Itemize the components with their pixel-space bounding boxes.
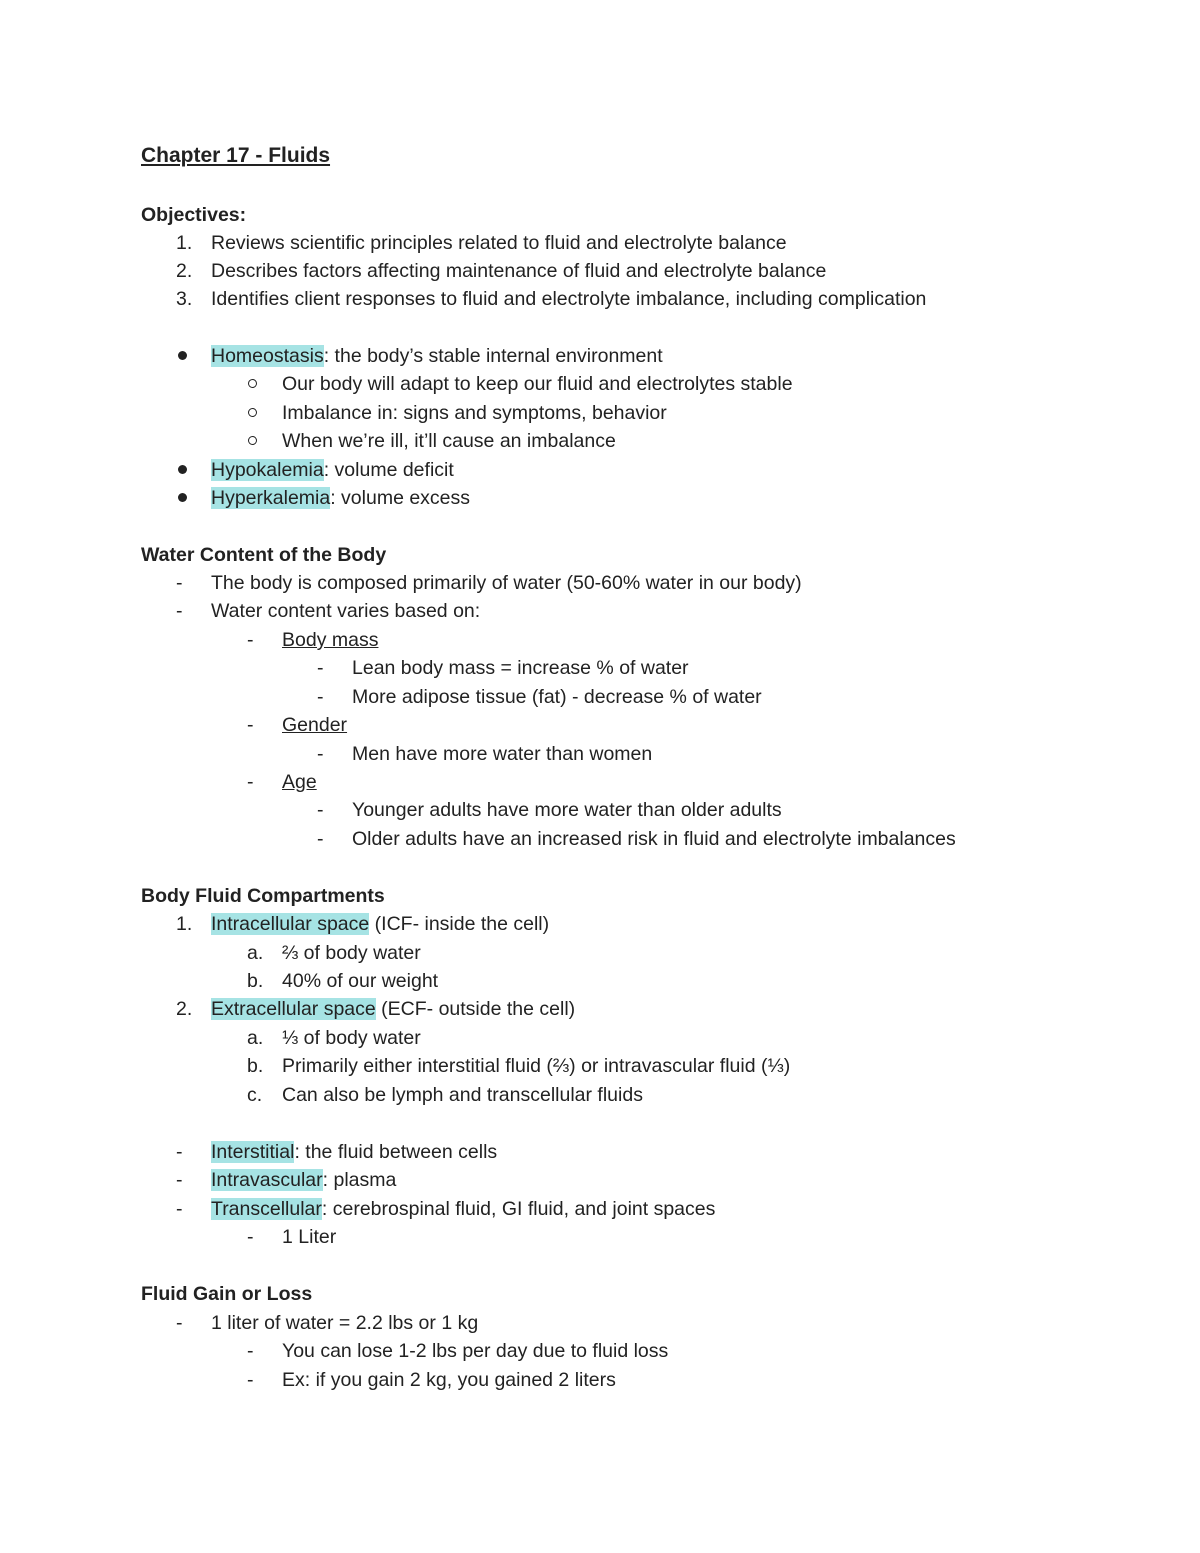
dash-marker: - [176,1169,183,1191]
list-item: Ex: if you gain 2 kg, you gained 2 liters [282,1369,616,1391]
list-item: Water content varies based on: [211,600,481,622]
list-item: 1 liter of water = 2.2 lbs or 1 kg [211,1312,479,1334]
dash-marker: - [317,657,324,679]
term-definition: (ECF- outside the cell) [375,998,576,1020]
sub-item: Imbalance in: signs and symptoms, behavior [282,402,667,424]
objective-item: Identifies client responses to fluid and electrolyte imbalance, including complication [211,288,927,310]
dash-marker: - [247,1226,254,1248]
term-highlight: Hyperkalemia [211,487,331,509]
sub-item: Our body will adapt to keep our fluid and electrolytes stable [282,373,793,395]
dash-marker: - [176,572,183,594]
list-item: More adipose tissue (fat) - decrease % of water [352,686,762,708]
section-heading-gain-loss: Fluid Gain or Loss [141,1283,313,1305]
circle-bullet-icon [248,379,257,388]
objective-item: Reviews scientific principles related to fluid and electrolyte balance [211,232,787,254]
list-number: 2. [176,998,193,1020]
list-item: 1 Liter [282,1226,337,1248]
factor-label: Body mass [282,629,379,651]
circle-bullet-icon [248,436,257,445]
term-line-interstitial [211,1139,497,1165]
term-highlight: Transcellular [211,1198,322,1220]
list-number: 2. [176,260,193,282]
list-letter: a. [247,1027,264,1049]
list-letter: b. [247,1055,264,1077]
list-number: 1. [176,232,193,254]
list-item: ⅓ of body water [282,1027,421,1049]
term-highlight: Intracellular space [211,913,370,935]
list-item: Older adults have an increased risk in fluid and electrolyte imbalances [352,828,956,850]
section-heading-compartments: Body Fluid Compartments [141,885,385,907]
dash-marker: - [247,771,254,793]
list-number: 1. [176,913,193,935]
dash-marker: - [247,629,254,651]
dash-marker: - [176,1312,183,1334]
page-title: Chapter 17 - Fluids [141,144,331,167]
term-definition: (ICF- inside the cell) [369,913,550,935]
list-item: Lean body mass = increase % of water [352,657,689,679]
dash-marker: - [317,828,324,850]
objectives-heading: Objectives: [141,204,247,226]
list-letter: b. [247,970,264,992]
compartment-icf [211,911,549,937]
dash-marker: - [176,1198,183,1220]
term-line-hypokalemia [211,457,454,483]
list-item: 40% of our weight [282,970,439,992]
dash-marker: - [317,686,324,708]
term-definition: : volume deficit [323,459,454,481]
circle-bullet-icon [248,408,257,417]
list-item: Can also be lymph and transcellular fluids [282,1084,643,1106]
term-definition: : the fluid between cells [294,1141,498,1163]
factor-label: Age [282,771,317,793]
dash-marker: - [176,1141,183,1163]
term-line-transcellular [211,1196,715,1222]
bullet-icon [178,465,187,474]
list-letter: c. [247,1084,263,1106]
compartment-ecf [211,996,575,1022]
term-highlight: Homeostasis [211,345,324,367]
term-line-hyperkalemia [211,485,470,511]
list-item: Men have more water than women [352,743,653,765]
bullet-icon [178,351,187,360]
dash-marker: - [247,1340,254,1362]
factor-label: Gender [282,714,348,736]
dash-marker: - [247,714,254,736]
objective-item: Describes factors affecting maintenance of fluid and electrolyte balance [211,260,827,282]
list-item: Primarily either interstitial fluid (⅔) or intravascular fluid (⅓) [282,1055,791,1077]
term-highlight: Extracellular space [211,998,376,1020]
list-number: 3. [176,288,193,310]
term-definition: : cerebrospinal fluid, GI fluid, and joint spaces [321,1198,716,1220]
list-item: The body is composed primarily of water (50-60% water in our body) [211,572,802,594]
list-letter: a. [247,942,264,964]
term-highlight: Interstitial [211,1141,295,1163]
dash-marker: - [176,600,183,622]
list-item: Younger adults have more water than older adults [352,799,782,821]
list-item: You can lose 1-2 lbs per day due to fluid loss [282,1340,669,1362]
term-highlight: Intravascular [211,1169,323,1191]
list-item: ⅔ of body water [282,942,421,964]
term-definition: : the body’s stable internal environment [323,345,663,367]
bullet-icon [178,493,187,502]
sub-item: When we’re ill, it’ll cause an imbalance [282,430,616,452]
term-definition: : volume excess [330,487,471,509]
dash-marker: - [317,743,324,765]
term-line-intravascular [211,1167,396,1193]
term-definition: : plasma [322,1169,397,1191]
dash-marker: - [247,1369,254,1391]
dash-marker: - [317,799,324,821]
term-line-homeostasis [211,343,663,369]
term-highlight: Hypokalemia [211,459,324,481]
section-heading-water: Water Content of the Body [141,544,387,566]
